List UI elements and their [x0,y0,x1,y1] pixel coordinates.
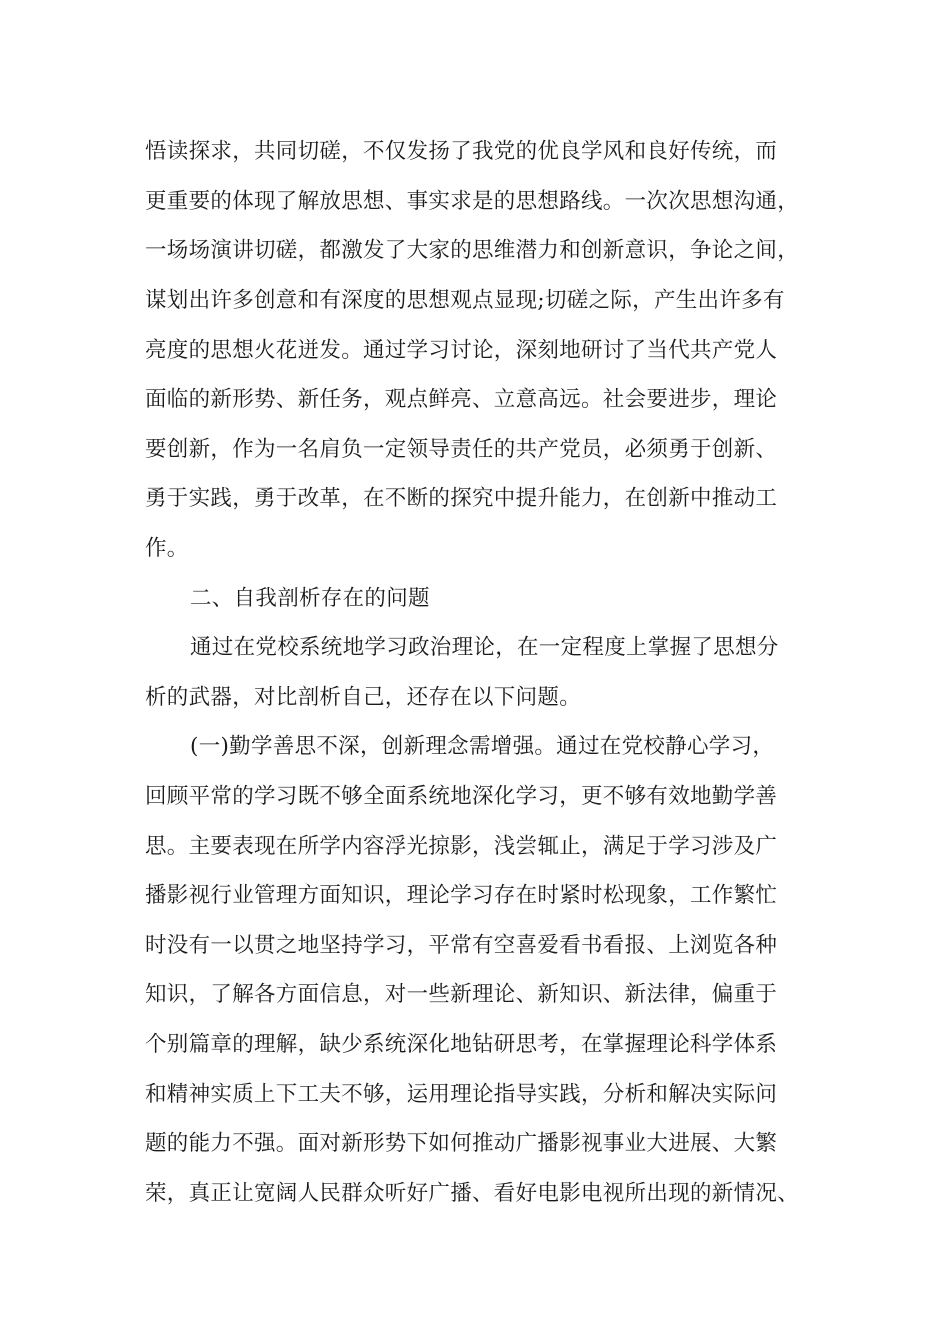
text-line-2: 更重要的体现了解放思想、事实求是的思想路线。一次次思想沟通， [145,189,800,214]
text-line-16: 播影视行业管理方面知识，理论学习存在时紧时松现象，工作繁忙 [145,883,778,908]
text-line-1: 悟读探求，共同切磋，不仅发扬了我党的优良学风和良好传统，而 [145,139,778,164]
subsection-heading: (一)勤学善思不深，创新理念需增强。通过在党校静心学习， [190,734,775,759]
text-line-4: 谋划出许多创意和有深度的思想观点显现;切磋之际，产生出许多有 [145,288,785,313]
text-line-18: 知识，了解各方面信息，对一些新理论、新知识、新法律，偏重于 [145,982,778,1007]
text-line-19: 个别篇章的理解，缺少系统深化地钻研思考，在掌握理论科学体系 [145,1032,778,1057]
text-line-15: 思。主要表现在所学内容浮光掠影，浅尝辄止，满足于学习涉及广 [145,834,778,859]
text-line-5: 亮度的思想火花迸发。通过学习讨论，深刻地研讨了当代共产党人 [145,338,778,363]
text-line-20: 和精神实质上下工夫不够，运用理论指导实践，分析和解决实际问 [145,1082,778,1107]
text-line-11: 通过在党校系统地学习政治理论，在一定程度上掌握了思想分 [190,635,779,660]
section-heading: 二、自我剖析存在的问题 [190,586,430,611]
text-line-12: 析的武器，对比剖析自己，还存在以下问题。 [145,685,582,710]
text-line-6: 面临的新形势、新任务，观点鲜亮、立意高远。社会要进步，理论 [145,387,778,412]
text-line-3: 一场场演讲切磋，都激发了大家的思维潜力和创新意识，争论之间， [145,238,800,263]
text-line-8: 勇于实践，勇于改革，在不断的探究中提升能力，在创新中推动工 [145,486,778,511]
text-line-17: 时没有一以贯之地坚持学习，平常有空喜爱看书看报、上浏览各种 [145,933,778,958]
text-line-14: 回顾平常的学习既不够全面系统地深化学习，更不够有效地勤学善 [145,784,778,809]
text-line-9: 作。 [145,536,189,561]
text-line-7: 要创新，作为一名肩负一定领导责任的共产党员，必须勇于创新、 [145,437,778,462]
text-line-22: 荣，真正让宽阔人民群众听好广播、看好电影电视所出现的新情况、 [145,1181,800,1206]
text-line-21: 题的能力不强。面对新形势下如何推动广播影视事业大进展、大繁 [145,1131,778,1156]
